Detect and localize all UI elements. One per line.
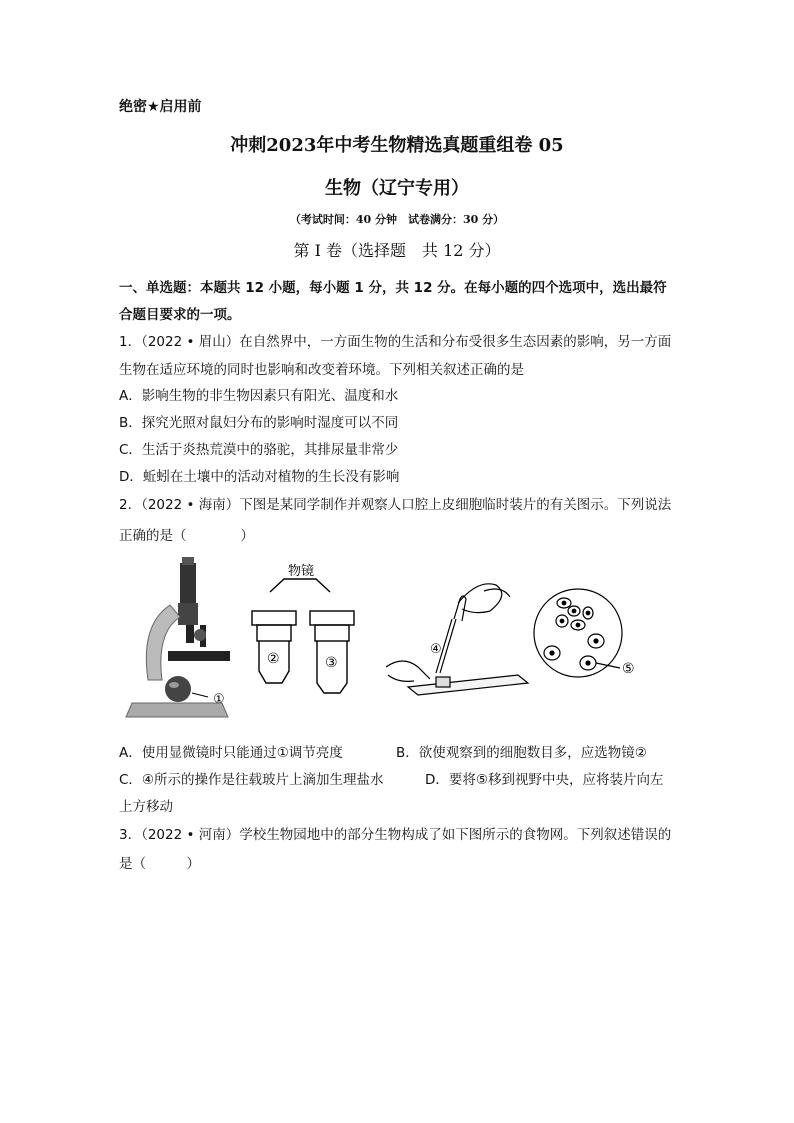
q2-figure: [118, 555, 678, 725]
section-heading: 一、单选题：本题共 12 小题，每小题 1 分，共 12 分。在每小题的四个选项中，选出最符: [119, 280, 667, 296]
label-5: ⑤: [622, 661, 635, 677]
objective-lenses-illustration: [252, 579, 354, 693]
label-1: ①: [213, 692, 225, 707]
q1-option-b: B．探究光照对鼠妇分布的影响时湿度可以不同: [119, 415, 399, 431]
q2-option-c: C．④所示的操作是往载玻片上滴加生理盐水: [119, 772, 384, 788]
volume-title: 第 I 卷（选择题 共 12 分）: [293, 241, 501, 260]
confidential-mark: 绝密★启用前: [119, 99, 202, 115]
section-heading-cont: 合题目要求的一项。: [119, 307, 241, 323]
q2-stem: 2．（2022 • 海南）下图是某同学制作并观察人口腔上皮细胞临时装片的有关图示。下列说法: [119, 497, 672, 513]
exam-subtitle: 生物（辽宁专用）: [325, 178, 469, 199]
q1-stem-cont: 生物在适应环境的同时也影响和改变着环境。下列相关叙述正确的是: [119, 362, 524, 378]
dropper-slide-illustration: [386, 584, 528, 695]
label-2: ②: [267, 651, 280, 667]
q1-option-c: C．生活于炎热荒漠中的骆驼，其排尿量非常少: [119, 442, 399, 458]
q2-option-d-cont: 上方移动: [119, 799, 173, 815]
q3-stem: 3．（2022 • 河南）学校生物园地中的部分生物构成了如下图所示的食物网。下列叙述错误的: [119, 827, 672, 843]
q2-option-d: D．要将⑤移到视野中央，应将装片向左: [425, 772, 664, 788]
q1-option-a: A．影响生物的非生物因素只有阳光、温度和水: [119, 388, 399, 404]
objective-label: 物镜: [288, 564, 315, 579]
q1-stem: 1．（2022 • 眉山）在自然界中，一方面生物的生活和分布受很多生态因素的影响，另一方面: [119, 334, 672, 350]
q1-option-d: D．蚯蚓在土壤中的活动对植物的生长没有影响: [119, 469, 400, 485]
q2-option-b: B．欲使观察到的细胞数目多，应选物镜②: [396, 745, 647, 761]
exam-title: 冲刺2023年中考生物精选真题重组卷 05: [230, 135, 564, 156]
exam-info: （考试时间：40 分钟 试卷满分：30 分）: [289, 213, 505, 226]
q2-stem-cont: 正确的是（ ）: [119, 528, 254, 544]
label-4: ④: [430, 642, 442, 657]
q2-option-a: A．使用显微镜时只能通过①调节亮度: [119, 745, 343, 761]
q3-stem-cont: 是（ ）: [119, 856, 200, 872]
label-3: ③: [325, 655, 338, 671]
field-of-view-illustration: [534, 589, 622, 677]
